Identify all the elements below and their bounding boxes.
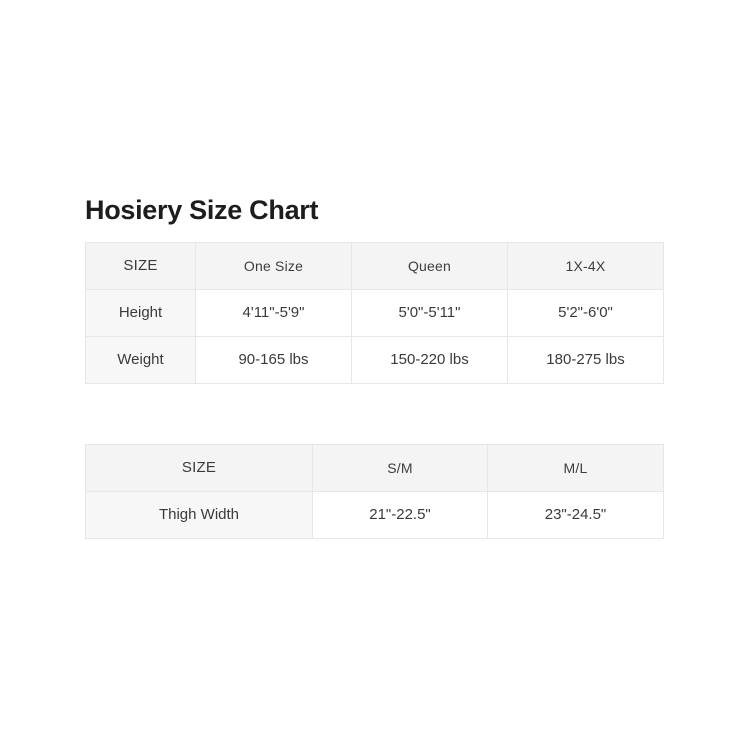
cell-thigh-width-ml: 23"-24.5"	[488, 491, 664, 538]
column-header-one-size: One Size	[196, 242, 352, 289]
table-row	[86, 242, 664, 289]
table-row	[86, 336, 664, 383]
cell-height-queen: 5'0"-5'11"	[352, 289, 508, 336]
size-chart-container	[85, 196, 663, 539]
table-row	[86, 444, 664, 491]
column-header-sm: S/M	[313, 444, 488, 491]
row-label-thigh-width: Thigh Width	[86, 491, 313, 538]
hosiery-size-table	[85, 242, 664, 384]
thigh-width-table	[85, 444, 664, 539]
cell-weight-1x-4x: 180-275 lbs	[508, 336, 664, 383]
table-spacer	[85, 384, 663, 444]
cell-height-1x-4x: 5'2"-6'0"	[508, 289, 664, 336]
cell-height-one-size: 4'11"-5'9"	[196, 289, 352, 336]
cell-weight-queen: 150-220 lbs	[352, 336, 508, 383]
column-header-size: SIZE	[86, 242, 196, 289]
table-row	[86, 491, 664, 538]
column-header-size-2: SIZE	[86, 444, 313, 491]
table-row	[86, 289, 664, 336]
row-label-height: Height	[86, 289, 196, 336]
page-title: Hosiery Size Chart	[85, 195, 319, 225]
column-header-1x-4x: 1X-4X	[508, 242, 664, 289]
column-header-ml: M/L	[488, 444, 664, 491]
cell-thigh-width-sm: 21"-22.5"	[313, 491, 488, 538]
cell-weight-one-size: 90-165 lbs	[196, 336, 352, 383]
column-header-queen: Queen	[352, 242, 508, 289]
row-label-weight: Weight	[86, 336, 196, 383]
